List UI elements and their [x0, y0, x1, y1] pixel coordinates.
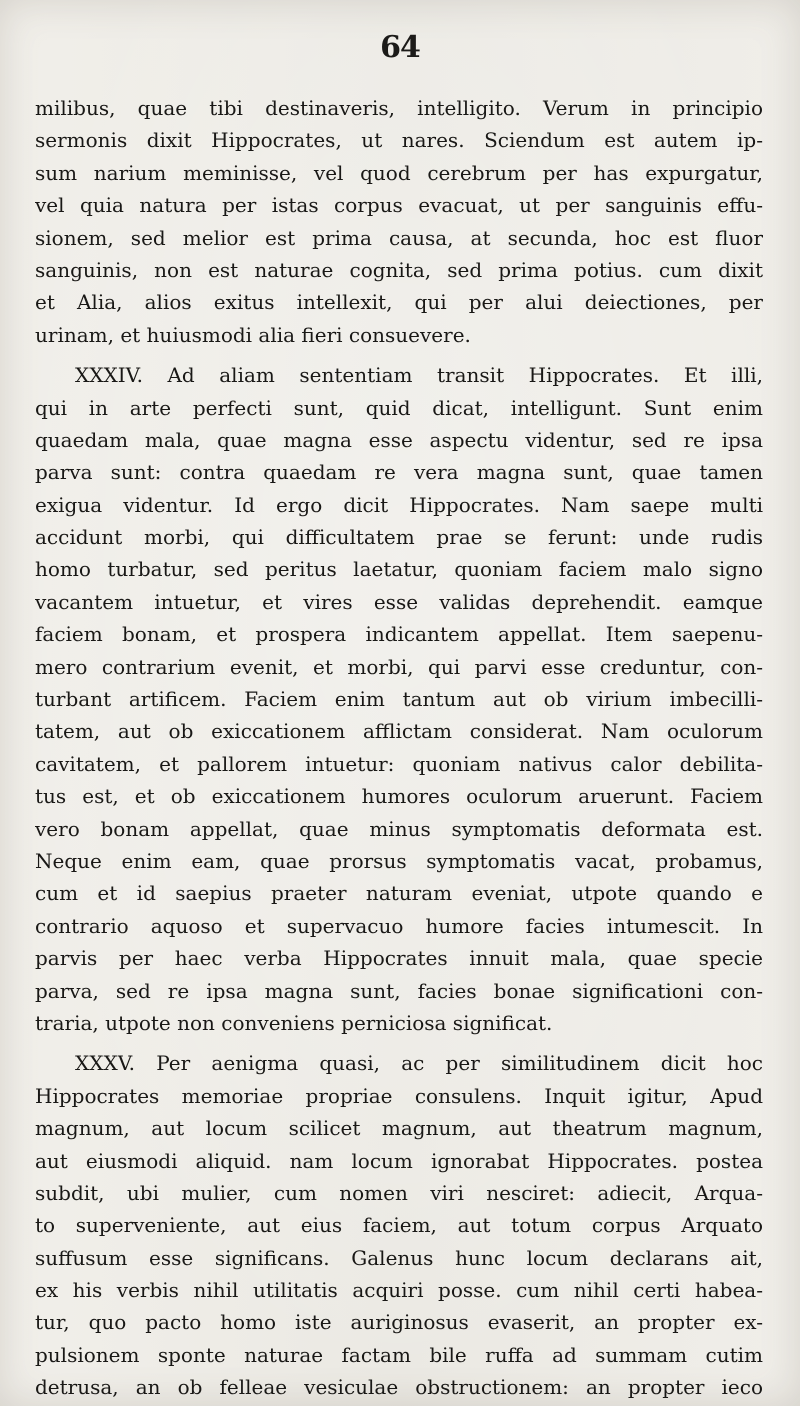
text-line: Hippocrates memoriae propriae consulens. Inquit igitur, Apud	[35, 1083, 763, 1108]
text-line: faciem bonam, et prospera indicantem appellat. Item saepenu-	[35, 622, 763, 647]
text-line: exigua videntur. Id ergo dicit Hippocrates. Nam saepe multi	[35, 492, 763, 517]
text-line: pulsionem sponte naturae factam bile ruffa ad summam cutim	[35, 1342, 763, 1367]
text-line: parvis per haec verba Hippocrates innuit mala, quae specie	[35, 946, 763, 971]
text-line: vacantem intuetur, et vires esse validas deprehendit. eamque	[35, 589, 763, 614]
text-line: vero bonam appellat, quae minus symptomatis deformata est.	[35, 816, 763, 841]
text-line: urinam, et huiusmodi alia fieri consuevere.	[35, 322, 471, 347]
text-line: tur, quo pacto homo iste auriginosus evaserit, an propter ex-	[35, 1310, 763, 1335]
text-line: ex his verbis nihil utilitatis acquiri posse. cum nihil certi habea-	[35, 1278, 763, 1303]
text-line: tus est, et ob exiccationem humores oculorum aruerunt. Faciem	[35, 784, 763, 809]
text-line: traria, utpote non conveniens perniciosa significat.	[35, 1010, 553, 1035]
text-line: quaedam mala, quae magna esse aspectu videntur, sed re ipsa	[35, 427, 763, 452]
text-line: parva sunt: contra quaedam re vera magna sunt, quae tamen	[35, 460, 763, 485]
section-heading-line: XXXIV. Ad aliam sententiam transit Hippocrates. Et illi,	[75, 363, 763, 388]
text-line: sanguinis, non est naturae cognita, sed prima potius. cum dixit	[35, 257, 763, 282]
text-line: subdit, ubi mulier, cum nomen viri nesciret: adiecit, Arqua-	[35, 1180, 763, 1205]
text-line: qui in arte perfecti sunt, quid dicat, intelligunt. Sunt enim	[35, 395, 763, 420]
text-line: sionem, sed melior est prima causa, at secunda, hoc est fluor	[35, 225, 763, 250]
text-line: Neque enim eam, quae prorsus symptomatis vacat, probamus,	[35, 848, 763, 873]
section-heading-line: XXXV. Per aenigma quasi, ac per similitudinem dicit hoc	[75, 1051, 763, 1076]
text-line: mero contrarium evenit, et morbi, qui parvi esse creduntur, con-	[35, 654, 763, 679]
text-line: milibus, quae tibi destinaveris, intelligito. Verum in principio	[35, 96, 763, 120]
body-text	[35, 92, 763, 1404]
text-line: magnum, aut locum scilicet magnum, aut theatrum magnum,	[35, 1116, 763, 1141]
text-line: parva, sed re ipsa magna sunt, facies bonae significationi con-	[35, 978, 763, 1003]
text-line: et Alia, alios exitus intellexit, qui per alui deiectiones, per	[35, 290, 763, 315]
text-line: suffusum esse significans. Galenus hunc locum declarans ait,	[35, 1245, 763, 1270]
text-line: sum narium meminisse, vel quod cerebrum per has expurgatur,	[35, 160, 763, 185]
text-line: detrusa, an ob felleae vesiculae obstructionem: an propter ieco	[35, 1375, 763, 1400]
text-line: homo turbatur, sed peritus laetatur, quoniam faciem malo signo	[35, 557, 763, 582]
page-number: 64	[380, 30, 420, 65]
text-line: vel quia natura per istas corpus evacuat, ut per sanguinis effu-	[35, 193, 763, 218]
text-line: turbant artificem. Faciem enim tantum aut ob virium imbecilli-	[35, 687, 763, 712]
text-line: accidunt morbi, qui difficultatem prae se ferunt: unde rudis	[35, 525, 763, 550]
text-line: sermonis dixit Hippocrates, ut nares. Sciendum est autem ip-	[35, 128, 763, 153]
text-line: tatem, aut ob exiccationem afflictam considerat. Nam oculorum	[35, 719, 763, 744]
text-line: aut eiusmodi aliquid. nam locum ignorabat Hippocrates. postea	[35, 1148, 763, 1173]
text-line: to superveniente, aut eius faciem, aut totum corpus Arquato	[35, 1213, 763, 1238]
text-line: cum et id saepius praeter naturam eveniat, utpote quando e	[35, 881, 763, 906]
text-line: cavitatem, et pallorem intuetur: quoniam nativus calor debilita-	[35, 751, 763, 776]
text-line: contrario aquoso et supervacuo humore facies intumescit. In	[35, 913, 763, 938]
